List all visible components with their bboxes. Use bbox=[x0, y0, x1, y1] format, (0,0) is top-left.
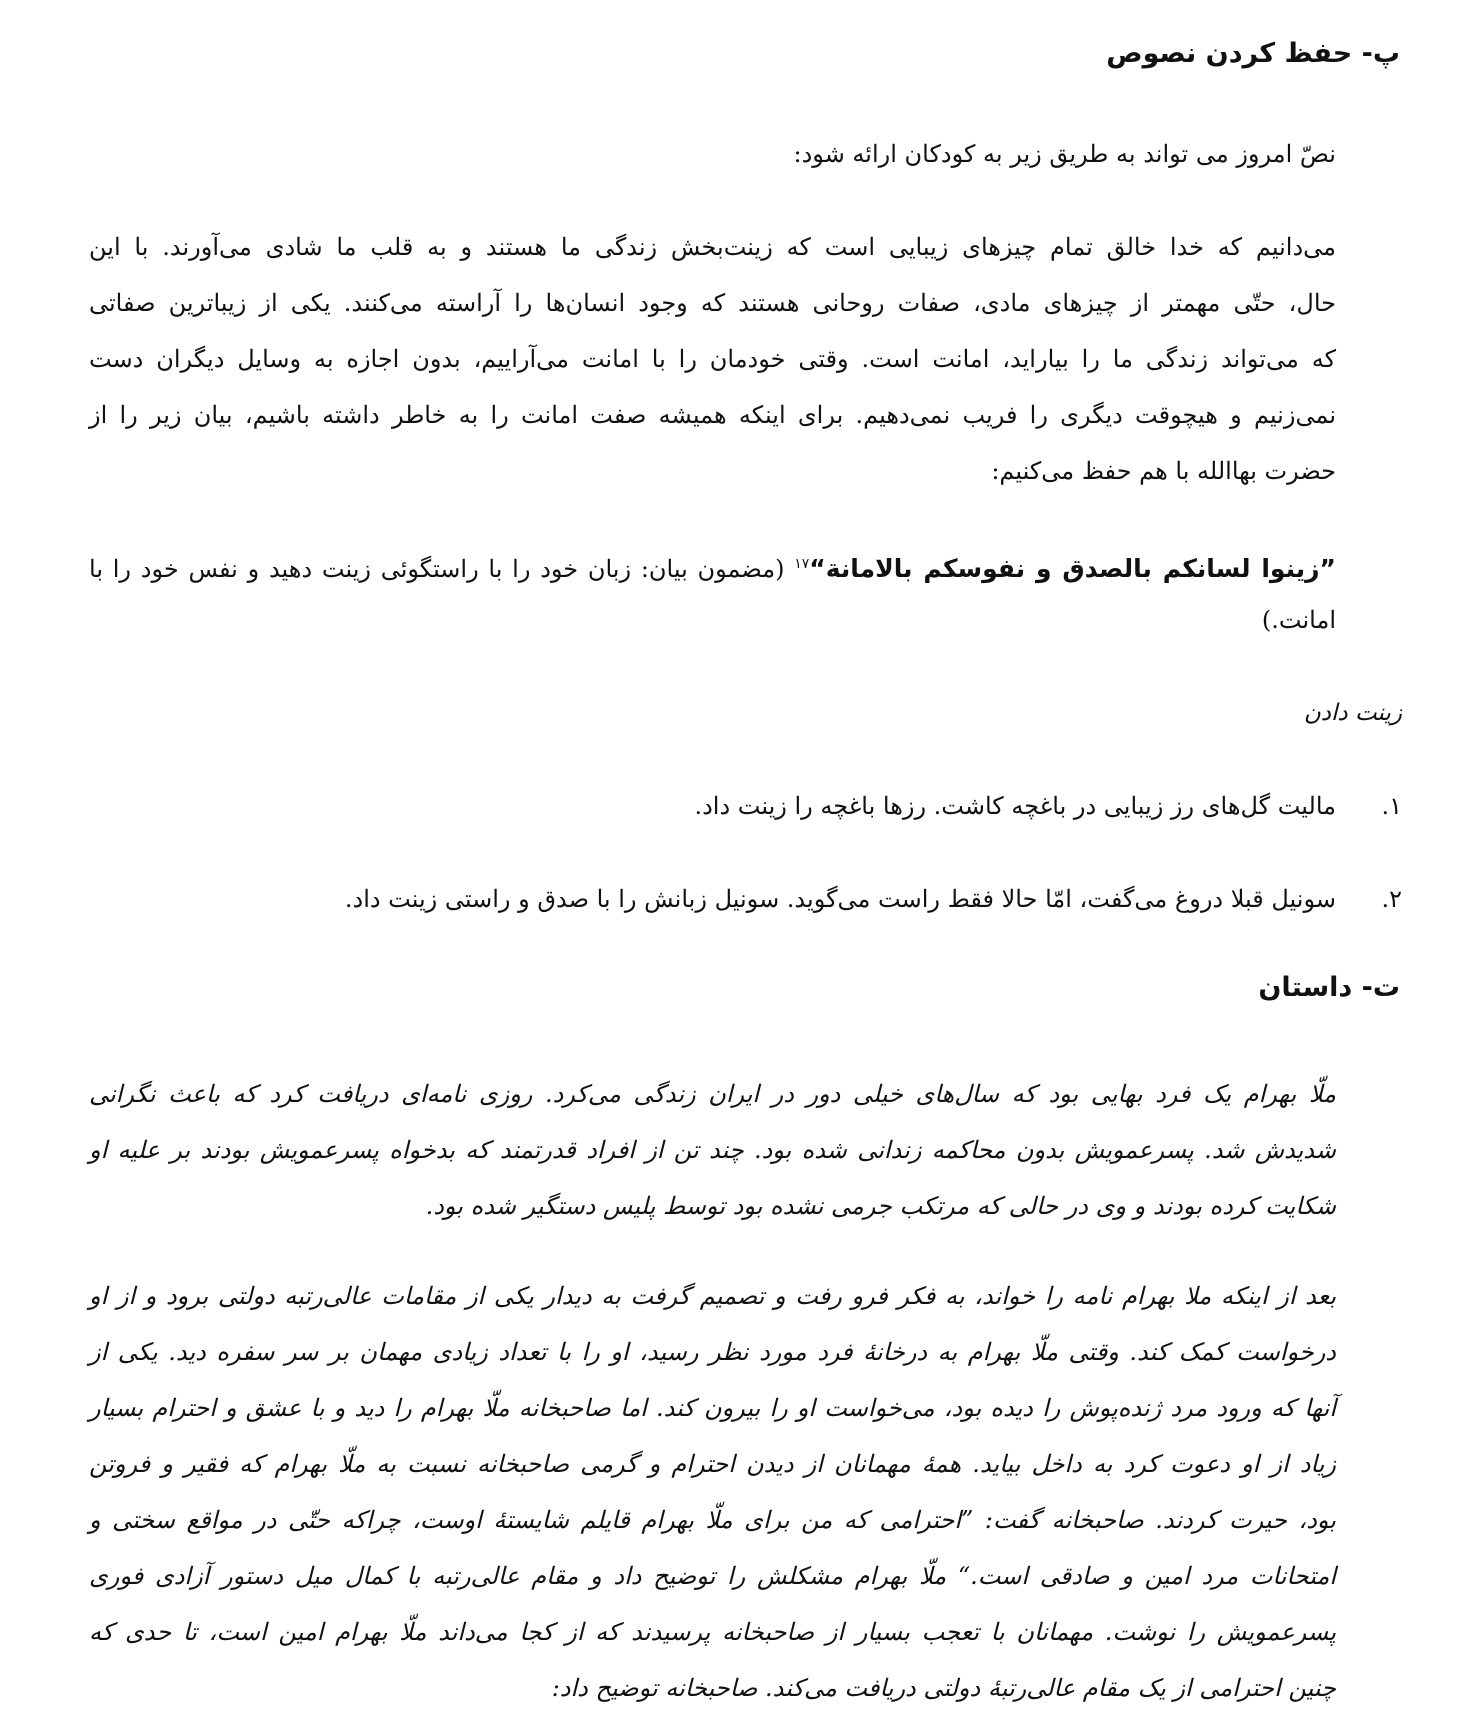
story-paragraph-1 bbox=[89, 1066, 1336, 1234]
quote-block bbox=[89, 536, 1336, 648]
example-text: سونیل قبلا دروغ می‌گفت، امّا حالا فقط راست می‌گوید. سونیل زبانش را با صدق و راستی زینت داد. bbox=[344, 885, 1336, 913]
intro-text bbox=[89, 126, 1336, 182]
paragraph-line: نمی‌زنیم و هیچوقت دیگری را فریب نمی‌دهیم. برای اینکه همیشه صفت امانت را به خاطر داشته باشیم، بیان زیر را از bbox=[89, 401, 1336, 429]
story-line: چنین احترامی از یک مقام عالی‌رتبهٔ دولتی دریافت می‌کند. صاحبخانه توضیح داد: bbox=[551, 1674, 1336, 1702]
story-line: زیاد از او دعوت کرد به داخل بیاید. همهٔ مهمانان از دیدن احترام و گرمی صاحبخانه نسبت به ملّا بهرام که فقیر و فروتن bbox=[89, 1450, 1337, 1478]
term-label: زینت دادن bbox=[1303, 700, 1402, 726]
story-line: بود، حیرت کردند. صاحبخانه گفت: ”احترامی که من برای ملّا بهرام قایلم شایستهٔ اوست، چراکه حتّی در مواقع سختی و bbox=[89, 1506, 1336, 1534]
story-line: بعد از اینکه ملا بهرام نامه را خواند، به فکر فرو رفت و تصمیم گرفت به دیدار یکی از مقامات عالی‌رتبه دولتی برود و از او bbox=[89, 1282, 1336, 1310]
example-item bbox=[694, 792, 1402, 820]
quote-arabic: ”زینوا لسانکم بالصدق و نفوسکم بالامانة“ bbox=[809, 554, 1336, 583]
quote-line bbox=[89, 536, 1336, 592]
quote-meaning: (مضمون بیان: زبان خود را با راستگوئی زینت دهید و نفس خود را با bbox=[89, 555, 785, 583]
story-paragraph-2 bbox=[89, 1268, 1336, 1716]
paragraph-line: که می‌تواند زندگی ما را بیاراید، امانت است. وقتی خودمان را با امانت می‌آراییم، بدون اجازه به وسایل دیگران دست bbox=[89, 345, 1336, 373]
paragraph-line: می‌دانیم که خدا خالق تمام چیزهای زیبایی است که زینت‌بخش زندگی ما هستند و به قلب ما شادی می‌آورند. با این bbox=[89, 233, 1336, 261]
story-line: ملّا بهرام یک فرد بهایی بود که سال‌های خیلی دور در ایران زندگی می‌کرد. روزی نامه‌ای دریافت کرد که باعث نگرانی bbox=[89, 1080, 1336, 1108]
intro-line: نصّ امروز می تواند به طریق زیر به کودکان ارائه شود: bbox=[793, 140, 1336, 168]
footnote-mark: ۱۷ bbox=[794, 556, 810, 572]
section-heading-story: ت- داستان bbox=[1258, 972, 1400, 1003]
explanation-paragraph bbox=[89, 219, 1336, 499]
quote-meaning-continued: امانت.) bbox=[1261, 606, 1336, 634]
story-line: شکایت کرده بودند و وی در حالی که مرتکب جرمی نشده بود توسط پلیس دستگیر شده بود. bbox=[425, 1192, 1336, 1220]
section-heading-memorization: پ- حفظ کردن نصوص bbox=[1106, 38, 1400, 69]
story-line: شدیدش شد. پسرعمویش بدون محاکمه زندانی شده بود. چند تن از افراد قدرتمند که بدخواه پسرعمویش بودند بر علیه او bbox=[89, 1136, 1336, 1164]
example-number: ۱. bbox=[1381, 792, 1402, 820]
paragraph-line: حال، حتّی مهمتر از چیزهای مادی، صفات روحانی هستند که وجود انسان‌ها را آراسته می‌کنند. یکی از زیباترین صفاتی bbox=[89, 289, 1336, 317]
story-line: پسرعمویش را نوشت. مهمانان با تعجب بسیار از صاحبخانه پرسیدند که از کجا می‌داند ملّا بهرام امین است، تا حدی که bbox=[89, 1618, 1336, 1646]
example-number: ۲. bbox=[1381, 885, 1402, 913]
example-item bbox=[345, 885, 1402, 913]
paragraph-line: حضرت بهاالله با هم حفظ می‌کنیم: bbox=[991, 457, 1336, 485]
story-line: امتحانات مرد امین و صادقی است.“ ملّا بهرام مشکلش را توضیح داد و مقام عالی‌رتبه با کمال میل دستور آزادی فوری bbox=[89, 1562, 1336, 1590]
example-text: مالیت گل‌های رز زیبایی در باغچه کاشت. رزها باغچه را زینت داد. bbox=[694, 792, 1336, 820]
story-line: درخواست کمک کند. وقتی ملّا بهرام به درخانهٔ فرد مورد نظر رسید، او را با تعداد زیادی مهمان بر سر سفره دید. یکی از bbox=[89, 1338, 1336, 1366]
story-line: آنها که ورود مرد ژنده‌پوش را دیده بود، می‌خواست او را بیرون کند. اما صاحبخانه ملّا بهرام را دید و با عشق و احترام بسیار bbox=[89, 1394, 1336, 1422]
